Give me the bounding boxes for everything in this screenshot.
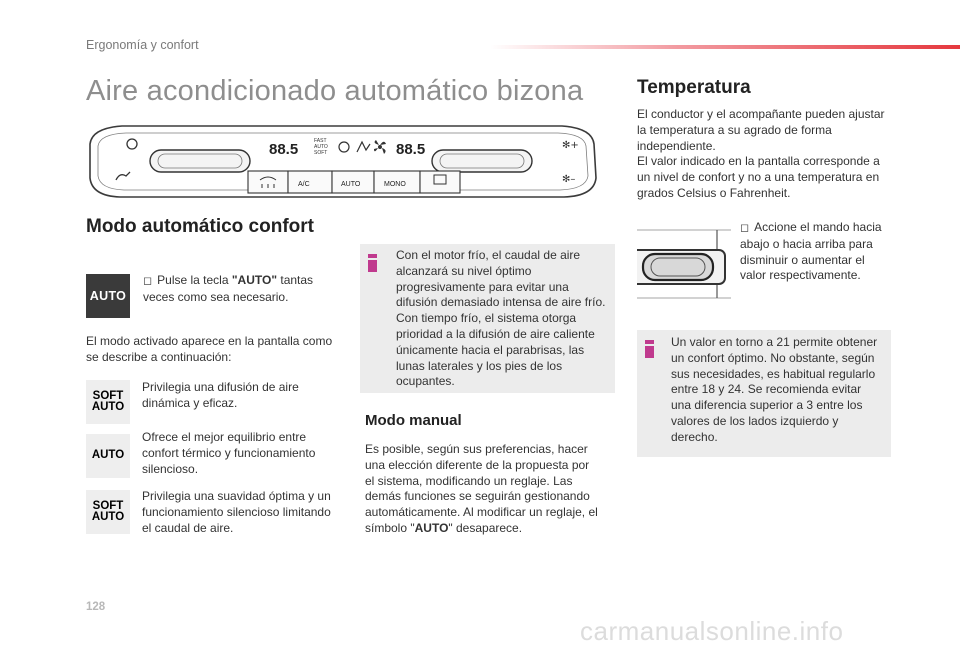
fan-plus-icon: ✻+ (562, 140, 579, 151)
mode-description: Ofrece el mejor equilibrio entre confort térmico y funcionamiento silencioso. (142, 430, 316, 476)
auto-key-instruction (143, 273, 343, 306)
panel-display-left: 88.5 (269, 141, 299, 158)
mode-tile-soft-auto-dynamic (86, 380, 130, 424)
temperature-text-2: El valor indicado en la pantalla corresponde a un nivel de confort y no a una temperatura en grados Celsius o Fahrenheit. (637, 154, 880, 200)
panel-mode-fast: FAST (314, 138, 327, 144)
temperature-info-box (637, 330, 891, 457)
watermark: carmanualsonline.info (580, 616, 844, 646)
cold-engine-info-box (360, 244, 615, 393)
bullet-icon: ◻ (143, 275, 153, 287)
temperature-knob-illustration (637, 224, 731, 302)
mode-tile-line1: SOFT (92, 499, 124, 512)
temperature-note: Un valor en torno a 21 permite obtener un confort óptimo. No obstante, según sus necesidades, es habitual regularlo entre 18 y 24. Se recomienda evitar una diferencia superior a 3 entre los valores de los lados izquierdo y derecho. (671, 335, 878, 444)
temperature-text-1: El conductor y el acompañante pueden ajustar la temperatura a su agrado de forma independiente. (637, 107, 885, 153)
auto-key-label: AUTO (89, 289, 127, 303)
mode-tile-soft-auto-quiet (86, 490, 130, 534)
page-title: Aire acondicionado automático bizona (86, 75, 584, 107)
panel-mode-soft: SOFT (314, 150, 328, 156)
climate-panel-illustration (82, 122, 602, 200)
bullet-icon: ◻ (740, 222, 750, 234)
page-number: 128 (86, 601, 106, 613)
section-heading-auto-comfort: Modo automático confort (86, 216, 314, 237)
front-defrost-button (248, 171, 288, 193)
section-heading-manual-mode: Modo manual (365, 412, 462, 429)
panel-display-right: 88.5 (396, 141, 426, 158)
mode-tile-line2: AUTO (91, 401, 125, 413)
panel-mode-auto: AUTO (314, 144, 328, 150)
mono-button-label: MONO (384, 181, 406, 188)
mode-tile-line1: SOFT (92, 389, 124, 402)
info-icon (645, 340, 655, 358)
manual-text-post: " desaparece. (448, 520, 523, 535)
manual-text-key: AUTO (414, 520, 449, 535)
section-heading-temperature: Temperatura (637, 77, 751, 98)
auto-key-icon (86, 274, 130, 318)
mode-tile-auto-balanced (86, 434, 130, 478)
manual-text-pre: Es posible, según sus preferencias, hacer una elección diferente de la propuesta por el sistema, modificando un reglaje. Las demás funciones se seguirán gestionando automáticamente. Al modificar un reglaje, el símbolo " (365, 442, 598, 535)
instruction-key: "AUTO" (231, 273, 278, 287)
auto-button-label: AUTO (341, 181, 361, 188)
mode-tile-line1: AUTO (91, 449, 125, 462)
header-accent-line (490, 45, 960, 49)
display-modes-intro: El modo activado aparece en la pantalla como se describe a continuación: (86, 334, 333, 364)
mode-description: Privilegia una difusión de aire dinámica y eficaz. (142, 380, 299, 410)
temperature-instruction-text: Accione el mando hacia abajo o hacia arriba para disminuir o aumentar el valor respectivamente. (740, 220, 882, 283)
section-header: Ergonomía y confort (86, 38, 199, 52)
instruction-pre: Pulse la tecla (157, 273, 232, 287)
mode-description: Privilegia una suavidad óptima y un funcionamiento silencioso limitando el caudal de aire. (142, 489, 331, 535)
ac-button (288, 171, 332, 193)
manual-mode-text (365, 442, 600, 537)
ac-button-label: A/C (298, 181, 310, 188)
rear-defrost-button (420, 171, 460, 193)
instruction-post: tantas veces como sea necesario. (143, 273, 314, 304)
temperature-instruction (740, 220, 892, 284)
cold-engine-note: Con el motor frío, el caudal de aire alcanzará su nivel óptimo progresivamente para evitar una difusión demasiado intensa de aire frío. Con tiempo frío, el sistema otorga prioridad a la difusión de aire caliente únicamente hacia el parabrisas, las lunas laterales y los pies de los ocupantes. (396, 248, 606, 389)
fan-minus-icon: ✻– (562, 174, 576, 185)
info-icon (368, 254, 378, 272)
temperature-text (637, 107, 887, 202)
mode-tile-line2: AUTO (91, 511, 125, 523)
